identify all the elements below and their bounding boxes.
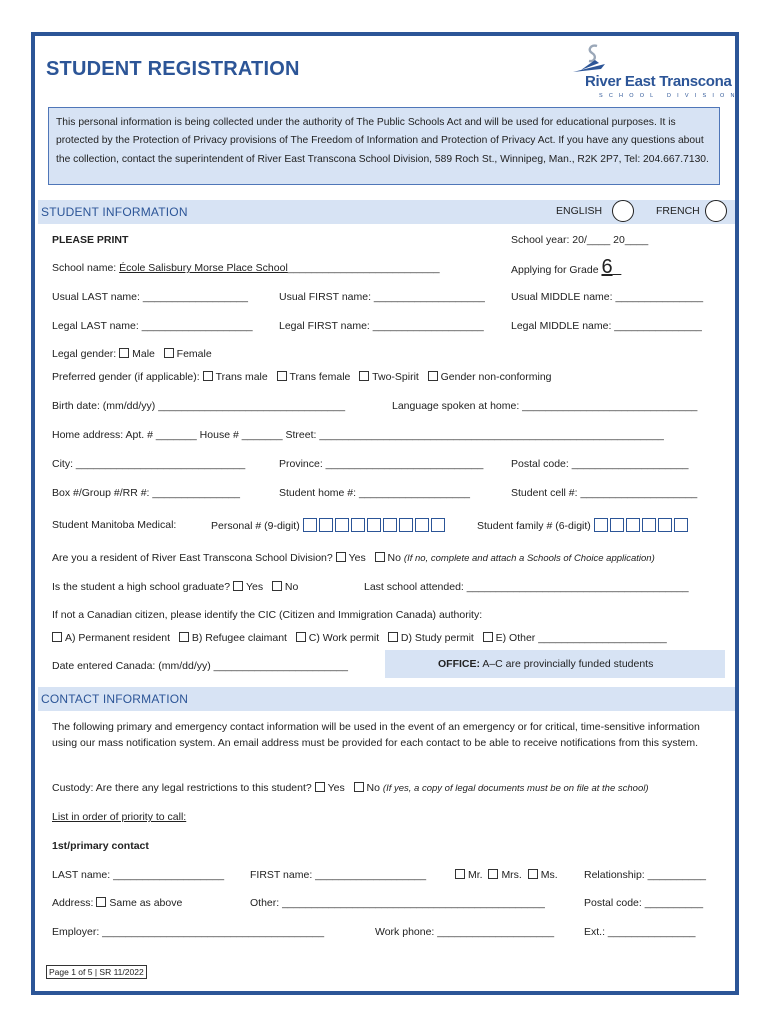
digit-box[interactable] <box>303 518 317 532</box>
two-spirit-checkbox[interactable] <box>359 371 369 381</box>
ext-field[interactable]: Ext.: _______________ <box>584 926 696 938</box>
personal-number-label: Personal # (9-digit) <box>211 520 300 532</box>
family-number-field[interactable] <box>477 518 690 532</box>
grade-label: Applying for Grade <box>511 264 602 276</box>
school-name-line: __________________________ <box>287 262 440 274</box>
digit-box[interactable] <box>415 518 429 532</box>
student-cell-field[interactable]: Student cell #: ____________________ <box>511 487 698 499</box>
french-label: FRENCH <box>656 205 700 217</box>
date-entered-field[interactable]: Date entered Canada: (mm/dd/yy) _______________________ <box>52 660 348 672</box>
office-note <box>438 658 653 670</box>
digit-box[interactable] <box>626 518 640 532</box>
resident-yes-checkbox[interactable] <box>336 552 346 562</box>
form-frame <box>31 32 739 995</box>
title-options-row <box>455 869 558 881</box>
contact-intro: The following primary and emergency contact information will be used in the event of an emergency or for critical, time-sensitive information using our mass notification system. An email address must be provided for each contact to be able to receive notifications from this system. <box>52 721 700 749</box>
trans-male-checkbox[interactable] <box>203 371 213 381</box>
cic-b-label: B) Refugee claimant <box>191 632 287 644</box>
cic-a-label: A) Permanent resident <box>65 632 171 644</box>
custody-no-checkbox[interactable] <box>354 782 364 792</box>
office-text: A–C are provincially funded students <box>480 658 654 670</box>
english-label: ENGLISH <box>556 205 603 217</box>
digit-box[interactable] <box>610 518 624 532</box>
contact-address-label: Address: <box>52 897 97 909</box>
grade-field[interactable] <box>511 256 621 279</box>
last-school-field[interactable]: Last school attended: ______________________________________ <box>364 581 689 593</box>
graduate-yes-label: Yes <box>245 581 264 593</box>
trans-male-label: Trans male <box>215 371 268 383</box>
graduate-yes-checkbox[interactable] <box>233 581 243 591</box>
primary-contact-heading: 1st/primary contact <box>52 840 149 852</box>
office-label: OFFICE: <box>438 658 480 670</box>
form-title: STUDENT REGISTRATION <box>46 58 300 80</box>
manitoba-medical-label: Student Manitoba Medical: <box>52 519 177 531</box>
personal-number-field[interactable] <box>211 518 447 532</box>
preferred-gender-label: Preferred gender (if applicable): <box>52 371 203 383</box>
resident-row <box>52 552 655 564</box>
grade-value: 6 <box>601 256 613 278</box>
home-address-field[interactable]: Home address: Apt. # _______ House # _______ Street: ___________________________________________________________ <box>52 429 664 441</box>
contact-info-header <box>38 687 735 711</box>
french-option[interactable] <box>705 200 727 222</box>
student-home-phone-field[interactable]: Student home #: ___________________ <box>279 487 470 499</box>
contact-other-address-field[interactable]: Other: _____________________________________________ <box>250 897 545 909</box>
work-phone-field[interactable]: Work phone: ____________________ <box>375 926 555 938</box>
contact-postal-field[interactable]: Postal code: __________ <box>584 897 704 909</box>
resident-no-checkbox[interactable] <box>375 552 385 562</box>
family-number-label: Student family # (6-digit) <box>477 520 591 532</box>
male-checkbox[interactable] <box>119 348 129 358</box>
trans-female-checkbox[interactable] <box>277 371 287 381</box>
digit-box[interactable] <box>351 518 365 532</box>
province-field[interactable]: Province: ___________________________ <box>279 458 484 470</box>
female-checkbox[interactable] <box>164 348 174 358</box>
graduate-question: Is the student a high school graduate? <box>52 581 233 593</box>
contact-info-title: CONTACT INFORMATION <box>41 692 189 706</box>
digit-box[interactable] <box>367 518 381 532</box>
usual-middle-name-field[interactable]: Usual MIDDLE name: _______________ <box>511 291 704 303</box>
custody-note: (If yes, a copy of legal documents must be on file at the school) <box>382 783 649 794</box>
digit-box[interactable] <box>594 518 608 532</box>
postal-code-field[interactable]: Postal code: ____________________ <box>511 458 689 470</box>
school-name-value: École Salisbury Morse Place School <box>119 262 288 274</box>
school-year-field[interactable]: School year: 20/____ 20____ <box>511 234 649 246</box>
cic-question: If not a Canadian citizen, please identify the CIC (Citizen and Immigration Canada) authority: <box>52 609 483 621</box>
cic-c-label: C) Work permit <box>308 632 380 644</box>
cic-d-checkbox[interactable] <box>388 632 398 642</box>
logo-swirl-icon <box>565 42 625 76</box>
legal-last-name-field[interactable]: Legal LAST name: ___________________ <box>52 320 253 332</box>
graduate-row <box>52 581 298 593</box>
mrs-label: Mrs. <box>501 869 522 881</box>
graduate-no-label: No <box>284 581 299 593</box>
cic-e-label: E) Other ______________________ <box>495 632 667 644</box>
usual-last-name-field[interactable]: Usual LAST name: __________________ <box>52 291 248 303</box>
custody-row <box>52 782 649 794</box>
custody-question: Custody: Are there any legal restrictions to this student? <box>52 782 315 794</box>
mrs-checkbox[interactable] <box>488 869 498 879</box>
language-field[interactable]: Language spoken at home: ______________________________ <box>392 400 698 412</box>
gender-nc-checkbox[interactable] <box>428 371 438 381</box>
school-name-field[interactable] <box>52 262 440 274</box>
digit-box[interactable] <box>431 518 445 532</box>
privacy-notice: This personal information is being collected under the authority of The Public Schools Act and will be used for educational purposes. It is protected by the Protection of Privacy provisions of The Freedom of Information and Protection of Privacy Act. If you have any questions about the collection, contact the superintendent of River East Transcona School Division, 589 Roch St., Winnipeg, Man., R2K 2P7, Tel: 204.667.7130. <box>48 107 720 185</box>
digit-box[interactable] <box>335 518 349 532</box>
cic-c-checkbox[interactable] <box>296 632 306 642</box>
usual-first-name-field[interactable]: Usual FIRST name: ___________________ <box>279 291 485 303</box>
resident-no-label: No <box>387 552 401 564</box>
employer-field[interactable]: Employer: ______________________________________ <box>52 926 325 938</box>
two-spirit-label: Two-Spirit <box>372 371 419 383</box>
student-info-header <box>38 200 735 224</box>
trans-female-label: Trans female <box>289 371 351 383</box>
contact-address-row <box>52 897 182 909</box>
logo-name: River East Transcona <box>585 73 732 90</box>
legal-gender-row <box>52 348 212 360</box>
custody-no-label: No <box>366 782 380 794</box>
cic-b-checkbox[interactable] <box>179 632 189 642</box>
digit-box[interactable] <box>399 518 413 532</box>
page-footer: Page 1 of 5 | SR 11/2022 <box>46 965 147 979</box>
ms-label: Ms. <box>540 869 558 881</box>
relationship-field[interactable]: Relationship: __________ <box>584 869 707 881</box>
cic-a-checkbox[interactable] <box>52 632 62 642</box>
cic-options-row <box>52 632 667 644</box>
logo-subtitle: SCHOOL DIVISION <box>599 93 741 99</box>
please-print: PLEASE PRINT <box>52 234 129 246</box>
custody-yes-label: Yes <box>327 782 345 794</box>
division-logo <box>565 42 741 102</box>
male-label: Male <box>132 348 155 360</box>
legal-gender-label: Legal gender: <box>52 348 120 360</box>
cic-d-label: D) Study permit <box>400 632 474 644</box>
city-field[interactable]: City: _____________________________ <box>52 458 246 470</box>
same-as-above-label: Same as above <box>109 897 183 909</box>
office-note-box <box>385 650 725 678</box>
preferred-gender-row <box>52 371 552 383</box>
digit-box[interactable] <box>642 518 656 532</box>
digit-box[interactable] <box>383 518 397 532</box>
mr-checkbox[interactable] <box>455 869 465 879</box>
box-field[interactable]: Box #/Group #/RR #: _______________ <box>52 487 240 499</box>
same-as-above-checkbox[interactable] <box>96 897 106 907</box>
birth-date-field[interactable]: Birth date: (mm/dd/yy) ________________________________ <box>52 400 346 412</box>
student-info-title: STUDENT INFORMATION <box>41 205 188 219</box>
legal-middle-name-field[interactable]: Legal MIDDLE name: _______________ <box>511 320 702 332</box>
contact-first-name-field[interactable]: FIRST name: ___________________ <box>250 869 427 881</box>
resident-yes-label: Yes <box>348 552 366 564</box>
resident-note: (If no, complete and attach a Schools of Choice application) <box>403 553 655 564</box>
digit-box[interactable] <box>674 518 688 532</box>
gender-nc-label: Gender non-conforming <box>440 371 552 383</box>
contact-last-name-field[interactable]: LAST name: ___________________ <box>52 869 225 881</box>
resident-question: Are you a resident of River East Transcona School Division? <box>52 552 336 564</box>
custody-yes-checkbox[interactable] <box>315 782 325 792</box>
legal-first-name-field[interactable]: Legal FIRST name: ___________________ <box>279 320 484 332</box>
digit-box[interactable] <box>319 518 333 532</box>
school-name-label: School name: <box>52 262 120 274</box>
english-option[interactable] <box>612 200 634 222</box>
ms-checkbox[interactable] <box>528 869 538 879</box>
female-label: Female <box>176 348 212 360</box>
graduate-no-checkbox[interactable] <box>272 581 282 591</box>
mr-label: Mr. <box>468 869 483 881</box>
cic-e-checkbox[interactable] <box>483 632 493 642</box>
priority-heading: List in order of priority to call: <box>52 811 187 823</box>
digit-box[interactable] <box>658 518 672 532</box>
